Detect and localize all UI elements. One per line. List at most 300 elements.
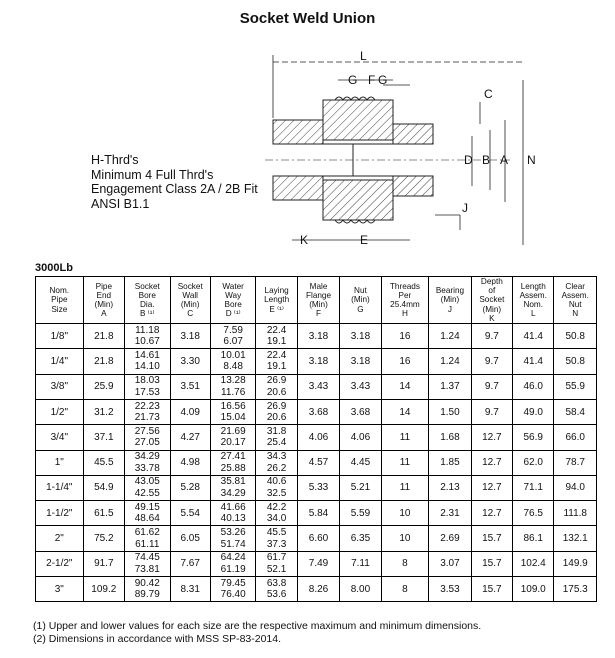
max-value: 27.41 xyxy=(220,451,246,463)
table-cell-f: 3.43 xyxy=(297,374,339,399)
table-cell-b xyxy=(125,374,171,399)
table-cell-b xyxy=(125,399,171,424)
table-cell-n: 55.9 xyxy=(554,374,597,399)
max-value: 63.8 xyxy=(266,577,287,589)
table-cell-h: 10 xyxy=(381,501,429,526)
dim-label-n: N xyxy=(527,153,536,167)
min-value: 40.13 xyxy=(220,513,246,525)
table-cell-h: 16 xyxy=(381,349,429,374)
table-cell-l: 76.5 xyxy=(513,501,554,526)
min-value: 17.53 xyxy=(134,386,160,398)
column-header-line: Threads xyxy=(389,281,420,291)
table-cell-g: 8.00 xyxy=(340,576,381,601)
min-value: 6.07 xyxy=(223,336,243,348)
dim-label-a: A xyxy=(500,153,509,167)
table-cell-size: 1-1/2" xyxy=(36,501,84,526)
table-cell-a: 21.8 xyxy=(83,349,124,374)
table-cell-size: 1/2" xyxy=(36,399,84,424)
column-header-line: Socket xyxy=(177,281,203,291)
column-header-line: Length xyxy=(264,295,290,305)
table-cell-c: 5.54 xyxy=(170,501,210,526)
table-cell-g: 3.18 xyxy=(340,349,381,374)
table-cell-l: 56.9 xyxy=(513,425,554,450)
table-cell-j: 3.53 xyxy=(429,576,471,601)
table-cell-e xyxy=(256,526,297,551)
callout-line: Engagement Class 2A / 2B Fit xyxy=(91,182,258,196)
table-cell-h: 16 xyxy=(381,324,429,349)
max-value: 16.56 xyxy=(220,400,246,412)
column-header-line: Pipe xyxy=(95,281,112,291)
max-value: 61.62 xyxy=(134,527,160,539)
dim-label-b: B xyxy=(482,153,491,167)
column-header-line: Way xyxy=(225,290,242,300)
column-header-line: Bore xyxy=(138,290,156,300)
max-value: 27.56 xyxy=(134,425,160,437)
table-cell-d xyxy=(210,501,256,526)
dimension-table xyxy=(35,276,597,602)
table-cell-e xyxy=(256,399,297,424)
max-value: 64.24 xyxy=(220,552,246,564)
table-row xyxy=(36,475,597,500)
min-value: 53.6 xyxy=(266,589,287,601)
table-cell-f: 6.60 xyxy=(297,526,339,551)
column-header-line: Assem. xyxy=(519,290,547,300)
table-cell-c: 4.27 xyxy=(170,425,210,450)
column-header-line: Socket xyxy=(134,281,160,291)
table-cell-b xyxy=(125,501,171,526)
table-cell-j: 2.69 xyxy=(429,526,471,551)
min-value: 21.73 xyxy=(134,412,160,424)
table-cell-e xyxy=(256,349,297,374)
table-cell-g: 4.45 xyxy=(340,450,381,475)
table-cell-j: 3.07 xyxy=(429,551,471,576)
table-cell-size: 3/4" xyxy=(36,425,84,450)
dim-label-f: F xyxy=(368,73,376,87)
table-cell-d xyxy=(210,450,256,475)
table-cell-d xyxy=(210,526,256,551)
table-cell-e xyxy=(256,450,297,475)
table-cell-n: 58.4 xyxy=(554,399,597,424)
table-cell-l: 102.4 xyxy=(513,551,554,576)
table-cell-e xyxy=(256,324,297,349)
table-cell-n: 149.9 xyxy=(554,551,597,576)
table-cell-h: 11 xyxy=(381,450,429,475)
column-header-line: J xyxy=(447,304,452,314)
column-header xyxy=(210,277,256,324)
table-cell-e xyxy=(256,475,297,500)
column-header-line: Depth xyxy=(480,277,503,286)
table-cell-f: 7.49 xyxy=(297,551,339,576)
column-header-line: Clear xyxy=(565,281,585,291)
callout-line: ANSI B1.1 xyxy=(91,196,150,211)
max-value: 11.18 xyxy=(135,324,160,336)
table-row xyxy=(36,501,597,526)
column-header xyxy=(36,277,84,324)
table-cell-d xyxy=(210,324,256,349)
table-cell-c: 4.09 xyxy=(170,399,210,424)
table-cell-k: 9.7 xyxy=(471,374,512,399)
table-cell-a: 109.2 xyxy=(83,576,124,601)
table-cell-size: 1/8" xyxy=(36,324,84,349)
column-header-line: Nut xyxy=(354,286,367,296)
table-cell-a: 91.7 xyxy=(83,551,124,576)
table-row xyxy=(36,551,597,576)
table-cell-size: 1-1/4" xyxy=(36,475,84,500)
table-cell-j: 1.24 xyxy=(429,324,471,349)
column-header-line: Bearing xyxy=(435,286,465,296)
max-value: 43.05 xyxy=(134,476,160,488)
max-value: 21.69 xyxy=(220,425,246,437)
min-value: 25.4 xyxy=(266,437,287,449)
footnotes xyxy=(33,620,481,646)
table-cell-d xyxy=(210,374,256,399)
column-header-line: D ⁽¹⁾ xyxy=(225,309,241,319)
column-header-line: (Min) xyxy=(482,304,502,314)
callout-line: Minimum 4 Full Thrd's xyxy=(91,167,214,182)
max-value: 74.45 xyxy=(134,552,160,564)
table-cell-j: 2.31 xyxy=(429,501,471,526)
min-value: 32.5 xyxy=(266,487,287,499)
table-cell-n: 50.8 xyxy=(554,349,597,374)
column-header xyxy=(170,277,210,324)
max-value: 49.15 xyxy=(134,501,160,513)
table-cell-size: 3" xyxy=(36,576,84,601)
table-cell-l: 46.0 xyxy=(513,374,554,399)
pressure-class-label: 3000Lb xyxy=(35,262,73,274)
column-header-line: Nut xyxy=(568,300,582,309)
max-value: 7.59 xyxy=(223,324,243,336)
table-cell-l: 41.4 xyxy=(513,349,554,374)
column-header-line: (Min) xyxy=(440,295,460,305)
table-cell-l: 71.1 xyxy=(513,475,554,500)
column-header-line: A xyxy=(101,309,107,319)
table-cell-b xyxy=(125,450,171,475)
table-cell-k: 9.7 xyxy=(471,349,512,374)
union-drawing xyxy=(60,40,560,255)
dim-label-e: E xyxy=(360,233,369,247)
table-header-row xyxy=(36,277,597,324)
column-header-line: N xyxy=(572,309,579,319)
min-value: 8.48 xyxy=(223,361,243,373)
dim-label-c: C xyxy=(484,87,493,101)
table-cell-f: 4.57 xyxy=(297,450,339,475)
column-header-line: Male xyxy=(309,281,328,291)
min-value: 48.64 xyxy=(134,513,160,525)
column-header-line: Nom. xyxy=(49,286,70,296)
table-cell-g: 6.35 xyxy=(340,526,381,551)
table-cell-e xyxy=(256,501,297,526)
table-cell-b xyxy=(125,526,171,551)
table-cell-g: 7.11 xyxy=(340,551,381,576)
table-cell-g: 3.18 xyxy=(340,324,381,349)
table-cell-h: 11 xyxy=(381,475,429,500)
table-cell-h: 10 xyxy=(381,526,429,551)
table-cell-a: 37.1 xyxy=(83,425,124,450)
max-value: 10.01 xyxy=(220,349,246,361)
table-cell-n: 175.3 xyxy=(554,576,597,601)
column-header xyxy=(297,277,339,324)
column-header-line: (Min) xyxy=(94,300,114,309)
table-cell-f: 3.68 xyxy=(297,399,339,424)
table-cell-b xyxy=(125,576,171,601)
footnote: (1) Upper and lower values for each size are the respective maximum and minimum dimensions. xyxy=(33,620,482,632)
column-header-line: Socket xyxy=(479,295,505,305)
table-cell-size: 1/4" xyxy=(36,349,84,374)
max-value: 35.81 xyxy=(220,476,246,488)
table-cell-d xyxy=(210,475,256,500)
table-row xyxy=(36,526,597,551)
min-value: 73.81 xyxy=(134,563,160,575)
column-header-line: Dia. xyxy=(139,300,155,309)
table-cell-k: 12.7 xyxy=(471,425,512,450)
table-cell-l: 109.0 xyxy=(513,576,554,601)
dim-label-g: G xyxy=(348,73,358,87)
table-cell-f: 8.26 xyxy=(297,576,339,601)
column-header-line: Laying xyxy=(264,286,289,296)
table-cell-a: 21.8 xyxy=(83,324,124,349)
max-value: 22.4 xyxy=(266,324,287,336)
table-cell-h: 14 xyxy=(381,374,429,399)
table-cell-j: 1.68 xyxy=(429,425,471,450)
column-header xyxy=(256,277,297,324)
max-value: 42.2 xyxy=(266,501,287,513)
table-cell-d xyxy=(210,576,256,601)
table-cell-g: 4.06 xyxy=(340,425,381,450)
table-cell-n: 132.1 xyxy=(554,526,597,551)
max-value: 18.03 xyxy=(134,375,160,387)
max-value: 34.3 xyxy=(266,451,287,463)
table-cell-a: 54.9 xyxy=(83,475,124,500)
table-row xyxy=(36,349,597,374)
table-cell-k: 12.7 xyxy=(471,501,512,526)
table-row xyxy=(36,399,597,424)
table-cell-c: 5.28 xyxy=(170,475,210,500)
table-cell-l: 49.0 xyxy=(513,399,554,424)
min-value: 11.76 xyxy=(221,386,246,398)
table-cell-h: 14 xyxy=(381,399,429,424)
dim-label-j: J xyxy=(462,201,468,215)
table-cell-b xyxy=(125,551,171,576)
table-cell-n: 111.8 xyxy=(554,501,597,526)
table-cell-n: 94.0 xyxy=(554,475,597,500)
column-header-line: (Min) xyxy=(180,300,200,309)
table-cell-a: 61.5 xyxy=(83,501,124,526)
min-value: 25.88 xyxy=(220,462,246,474)
max-value: 45.5 xyxy=(266,527,287,539)
table-cell-b xyxy=(125,349,171,374)
table-cell-j: 1.37 xyxy=(429,374,471,399)
table-cell-k: 15.7 xyxy=(471,551,512,576)
table-cell-f: 5.84 xyxy=(297,501,339,526)
max-value: 40.6 xyxy=(266,476,287,488)
table-cell-j: 1.50 xyxy=(429,399,471,424)
table-cell-f: 3.18 xyxy=(297,324,339,349)
table-cell-e xyxy=(256,551,297,576)
dim-label-k: K xyxy=(300,233,309,247)
min-value: 15.04 xyxy=(220,412,246,424)
table-cell-c: 4.98 xyxy=(170,450,210,475)
table-cell-e xyxy=(256,374,297,399)
max-value: 53.26 xyxy=(220,527,246,539)
column-header-line: Pipe xyxy=(51,295,68,305)
table-cell-a: 25.9 xyxy=(83,374,124,399)
column-header-line: (Min) xyxy=(351,295,370,305)
table-cell-l: 86.1 xyxy=(513,526,554,551)
max-value: 34.29 xyxy=(134,451,160,463)
table-cell-c: 6.05 xyxy=(170,526,210,551)
table-cell-size: 1" xyxy=(36,450,84,475)
table-cell-k: 12.7 xyxy=(471,450,512,475)
column-header-line: Length xyxy=(520,281,546,291)
page-title: Socket Weld Union xyxy=(239,10,376,27)
min-value: 27.05 xyxy=(134,437,160,449)
column-header-line: B ⁽¹⁾ xyxy=(140,309,155,319)
column-header-line: 25.4mm xyxy=(390,300,420,309)
table-cell-e xyxy=(256,576,297,601)
table-cell-size: 2" xyxy=(36,526,84,551)
max-value: 13.28 xyxy=(220,375,246,387)
table-cell-n: 66.0 xyxy=(554,425,597,450)
column-header xyxy=(471,277,512,324)
column-header-line: K xyxy=(489,313,495,323)
thread-callout xyxy=(91,153,258,211)
column-header xyxy=(125,277,171,324)
max-value: 14.61 xyxy=(134,349,160,361)
min-value: 20.6 xyxy=(266,412,287,424)
column-header-line: Wall xyxy=(182,290,199,300)
min-value: 61.19 xyxy=(220,563,246,575)
table-row xyxy=(36,450,597,475)
min-value: 19.1 xyxy=(266,361,287,373)
table-cell-a: 45.5 xyxy=(83,450,124,475)
column-header xyxy=(381,277,429,324)
table-cell-n: 50.8 xyxy=(554,324,597,349)
table-cell-j: 1.24 xyxy=(429,349,471,374)
table-cell-k: 9.7 xyxy=(471,399,512,424)
dim-label-l: L xyxy=(360,49,367,63)
table-cell-g: 5.59 xyxy=(340,501,381,526)
column-header-line: Per xyxy=(398,290,412,300)
column-header xyxy=(83,277,124,324)
table-cell-d xyxy=(210,399,256,424)
table-cell-h: 8 xyxy=(381,576,429,601)
min-value: 42.55 xyxy=(134,487,160,499)
table-cell-h: 11 xyxy=(381,425,429,450)
min-value: 19.1 xyxy=(266,336,287,348)
column-header-line: (Min) xyxy=(309,300,328,309)
table-cell-d xyxy=(210,551,256,576)
column-header-line: Nom. xyxy=(523,300,544,309)
table-cell-c: 8.31 xyxy=(170,576,210,601)
min-value: 20.17 xyxy=(220,437,246,449)
min-value: 33.78 xyxy=(134,462,160,474)
min-value: 61.11 xyxy=(135,538,160,550)
table-cell-a: 31.2 xyxy=(83,399,124,424)
min-value: 14.10 xyxy=(134,361,160,373)
column-header-line: C xyxy=(187,309,194,319)
table-cell-l: 62.0 xyxy=(513,450,554,475)
table-cell-g: 3.43 xyxy=(340,374,381,399)
column-header-line: L xyxy=(530,309,536,319)
table-cell-f: 4.06 xyxy=(297,425,339,450)
table-cell-j: 1.85 xyxy=(429,450,471,475)
table-cell-g: 5.21 xyxy=(340,475,381,500)
table-cell-f: 5.33 xyxy=(297,475,339,500)
column-header-line: Bore xyxy=(224,300,242,309)
min-value: 37.3 xyxy=(266,538,287,550)
table-cell-b xyxy=(125,425,171,450)
column-header-line: G xyxy=(357,304,364,314)
table-row xyxy=(36,374,597,399)
table-cell-h: 8 xyxy=(381,551,429,576)
max-value: 26.9 xyxy=(266,400,287,412)
table-cell-a: 75.2 xyxy=(83,526,124,551)
table-cell-e xyxy=(256,425,297,450)
table-cell-f: 3.18 xyxy=(297,349,339,374)
min-value: 34.29 xyxy=(220,487,246,499)
max-value: 90.42 xyxy=(134,577,160,589)
table-cell-c: 7.67 xyxy=(170,551,210,576)
column-header-line: Flange xyxy=(306,290,332,300)
column-header xyxy=(513,277,554,324)
min-value: 34.0 xyxy=(266,513,287,525)
table-cell-d xyxy=(210,425,256,450)
column-header xyxy=(429,277,471,324)
max-value: 41.66 xyxy=(220,501,246,513)
dim-label-g2: G xyxy=(378,73,388,87)
column-header-line: E ⁽¹⁾ xyxy=(269,304,284,314)
footnote: (2) Dimensions in accordance with MSS SP-83-2014. xyxy=(33,633,282,645)
table-cell-c: 3.30 xyxy=(170,349,210,374)
column-header-line: Size xyxy=(51,304,68,314)
min-value: 76.40 xyxy=(220,589,246,601)
callout-line: H-Thrd's xyxy=(91,153,139,167)
column-header-line: of xyxy=(488,286,496,296)
table-row xyxy=(36,576,597,601)
column-header-line: Water xyxy=(222,281,244,291)
table-cell-b xyxy=(125,324,171,349)
min-value: 20.6 xyxy=(266,386,287,398)
table-cell-k: 15.7 xyxy=(471,526,512,551)
min-value: 52.1 xyxy=(266,563,287,575)
max-value: 26.9 xyxy=(266,375,287,387)
table-cell-size: 2-1/2" xyxy=(36,551,84,576)
min-value: 26.2 xyxy=(266,462,287,474)
max-value: 22.4 xyxy=(266,349,287,361)
min-value: 89.79 xyxy=(134,589,160,601)
table-cell-c: 3.18 xyxy=(170,324,210,349)
column-header-line: H xyxy=(401,309,408,319)
table-cell-d xyxy=(210,349,256,374)
min-value: 10.67 xyxy=(134,336,160,348)
table-cell-n: 78.7 xyxy=(554,450,597,475)
table-cell-c: 3.51 xyxy=(170,374,210,399)
max-value: 79.45 xyxy=(220,577,246,589)
column-header xyxy=(340,277,381,324)
max-value: 31.8 xyxy=(266,425,287,437)
column-header-line: F xyxy=(316,309,322,319)
table-cell-size: 3/8" xyxy=(36,374,84,399)
column-header-line: Assem. xyxy=(561,290,589,300)
table-row xyxy=(36,425,597,450)
table-cell-k: 9.7 xyxy=(471,324,512,349)
table-cell-g: 3.68 xyxy=(340,399,381,424)
table-row xyxy=(36,324,597,349)
column-header-line: End xyxy=(96,290,112,300)
dim-label-d: D xyxy=(464,153,473,167)
max-value: 61.7 xyxy=(266,552,287,564)
table-cell-k: 15.7 xyxy=(471,576,512,601)
